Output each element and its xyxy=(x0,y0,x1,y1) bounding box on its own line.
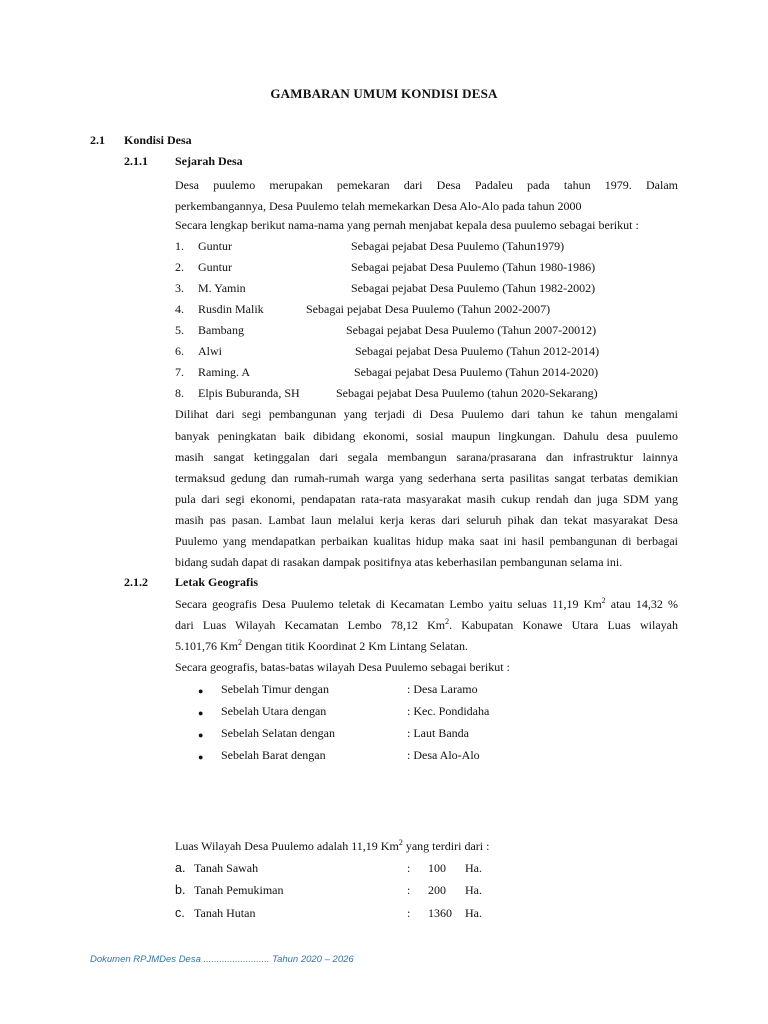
geo-line-1 xyxy=(175,596,678,612)
border-label: Sebelah Selatan dengan xyxy=(221,726,335,740)
heads-intro: Secara lengkap berikut nama-nama yang pernah menjabat kepala desa puulemo sebagai berikut : xyxy=(175,218,639,232)
head-role: Sebagai pejabat Desa Puulemo (Tahun 1982-2002) xyxy=(351,281,596,295)
area-label: Tanah Pemukiman xyxy=(194,883,284,897)
geo-text: dari Luas Wilayah Kecamatan Lembo 78,12 Km xyxy=(175,618,446,632)
area-value: 200 xyxy=(428,883,446,897)
area-colon: : xyxy=(407,861,411,875)
list-number: 8. xyxy=(175,386,184,400)
border-label: Sebelah Utara dengan xyxy=(221,704,327,718)
paragraph-line: bidang sudah dapat di rasakan dampak positifnya atas keberhasilan pembangunan selama ini. xyxy=(175,555,623,569)
list-number: 6. xyxy=(175,344,184,358)
list-number: 3. xyxy=(175,281,184,295)
border-value: : Laut Banda xyxy=(407,726,469,740)
superscript: 2 xyxy=(601,596,606,605)
head-name: Elpis Buburanda, SH xyxy=(198,386,300,400)
area-intro xyxy=(175,838,489,854)
head-name: Guntur xyxy=(198,260,232,274)
head-name: Guntur xyxy=(198,239,232,253)
section-number: 2.1 xyxy=(90,133,105,147)
section-title: Kondisi Desa xyxy=(124,133,192,147)
list-letter: b. xyxy=(175,883,186,897)
subsection-title-1: Sejarah Desa xyxy=(175,154,243,168)
border-value: : Kec. Pondidaha xyxy=(407,704,490,718)
history-paragraph-1 xyxy=(175,175,678,217)
head-role: Sebagai pejabat Desa Puulemo (Tahun 2012-2014) xyxy=(355,344,600,358)
paragraph-line: masih sangat ketinggalan dari segala membangun sarana/prasarana dan infrastruktur lainnya xyxy=(175,450,678,464)
head-name: Bambang xyxy=(198,323,244,337)
history-line: perkembangannya, Desa Puulemo telah memekarkan Desa Alo-Alo pada tahun 2000 xyxy=(175,199,582,213)
paragraph-line: pula dari segi ekonomi, pendapatan rata-rata masyarakat masih cukup rendah dan juga SDM yang xyxy=(175,492,678,506)
paragraph-line: Puulemo yang mendapatkan perbaikan kualitas hidup maka saat ini hasil pembangunan di berbagai xyxy=(175,534,678,548)
head-role: Sebagai pejabat Desa Puulemo (tahun 2020-Sekarang) xyxy=(336,386,598,400)
border-label: Sebelah Barat dengan xyxy=(221,748,326,762)
list-number: 2. xyxy=(175,260,184,274)
head-role: Sebagai pejabat Desa Puulemo (Tahun 2002-2007) xyxy=(306,302,551,316)
head-role: Sebagai pejabat Desa Puulemo (Tahun 2014-2020) xyxy=(354,365,599,379)
head-role: Sebagai pejabat Desa Puulemo (Tahun1979) xyxy=(351,239,565,253)
borders-intro: Secara geografis, batas-batas wilayah Desa Puulemo sebagai berikut : xyxy=(175,660,510,674)
head-name: M. Yamin xyxy=(198,281,246,295)
paragraph-line: banyak peningkatan baik dibidang ekonomi, sosial maupun lingkungan. Dahulu desa puulemo xyxy=(175,429,678,443)
geo-text: Secara geografis Desa Puulemo teletak di Kecamatan Lembo yaitu seluas 11,19 Km xyxy=(175,597,602,611)
head-name: Raming. A xyxy=(198,365,251,379)
geo-line-3 xyxy=(175,638,468,654)
history-line: Desa puulemo merupakan pemekaran dari Desa Padaleu pada tahun 1979. Dalam xyxy=(175,178,678,192)
area-label: Tanah Hutan xyxy=(194,906,256,920)
geo-text: atau 14,32 % xyxy=(605,597,678,611)
subsection-title-2: Letak Geografis xyxy=(175,575,258,589)
area-text: yang terdiri dari : xyxy=(402,839,490,853)
head-role: Sebagai pejabat Desa Puulemo (Tahun 2007-20012) xyxy=(346,323,597,337)
superscript: 2 xyxy=(238,638,242,647)
list-number: 1. xyxy=(175,239,184,253)
geo-line-2 xyxy=(175,617,678,633)
border-value: : Desa Alo-Alo xyxy=(407,748,480,762)
head-role: Sebagai pejabat Desa Puulemo (Tahun 1980-1986) xyxy=(351,260,596,274)
bullet-icon: ● xyxy=(198,752,204,762)
area-colon: : xyxy=(407,906,411,920)
list-number: 4. xyxy=(175,302,184,316)
area-text: Luas Wilayah Desa Puulemo adalah 11,19 Km xyxy=(175,839,399,853)
paragraph-line: termaksud gedung dan rumah-rumah warga yang sederhana serta pasilitas sangat terbatas demikian xyxy=(175,471,678,485)
geo-text: . Kabupatan Konawe Utara Luas wilayah xyxy=(449,618,678,632)
subsection-number-2: 2.1.2 xyxy=(124,575,148,589)
superscript: 2 xyxy=(445,617,450,626)
list-letter: c. xyxy=(175,906,185,920)
border-label: Sebelah Timur dengan xyxy=(221,682,329,696)
area-value: 1360 xyxy=(428,906,452,920)
paragraph-line: masih pas pasan. Lambat laun melalui kerja keras dari seluruh pihak dan tekat masyarakat Desa xyxy=(175,513,678,527)
geo-text: 5.101,76 Km xyxy=(175,639,238,653)
bullet-icon: ● xyxy=(198,708,204,718)
page-title: GAMBARAN UMUM KONDISI DESA xyxy=(270,86,498,101)
paragraph-line: Dilihat dari segi pembangunan yang terjadi di Desa Puulemo dari tahun ke tahun mengalami xyxy=(175,407,678,421)
area-value: 100 xyxy=(428,861,446,875)
page-footer: Dokumen RPJMDes Desa ......................... Tahun 2020 – 2026 xyxy=(90,954,354,965)
area-unit: Ha. xyxy=(465,883,482,897)
list-number: 5. xyxy=(175,323,184,337)
head-name: Rusdin Malik xyxy=(198,302,264,316)
area-colon: : xyxy=(407,883,411,897)
bullet-icon: ● xyxy=(198,686,204,696)
area-label: Tanah Sawah xyxy=(194,861,259,875)
list-letter: a. xyxy=(175,861,186,875)
geo-text: Dengan titik Koordinat 2 Km Lintang Selatan. xyxy=(242,639,468,653)
subsection-number-1: 2.1.1 xyxy=(124,154,148,168)
area-unit: Ha. xyxy=(465,906,482,920)
head-name: Alwi xyxy=(198,344,222,358)
bullet-icon: ● xyxy=(198,730,204,740)
list-number: 7. xyxy=(175,365,184,379)
border-value: : Desa Laramo xyxy=(407,682,478,696)
area-unit: Ha. xyxy=(465,861,482,875)
superscript: 2 xyxy=(398,838,403,847)
